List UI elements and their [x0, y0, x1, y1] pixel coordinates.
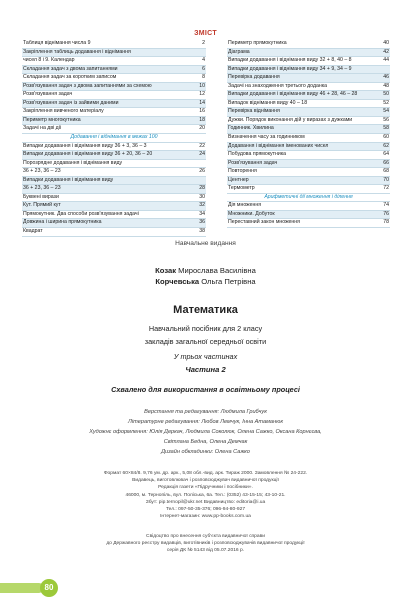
- toc-entry-page: 20: [199, 125, 205, 132]
- book-subtitle-1: Навчальний посібник для 2 класу: [148, 324, 263, 333]
- toc-entry-title: Складання задач з двома запитаннями: [23, 65, 118, 72]
- toc-entry-page: 52: [383, 99, 389, 106]
- certificate-block: [0, 533, 411, 555]
- author-1: [0, 266, 411, 275]
- toc-entry: [22, 57, 206, 66]
- toc-entry-title: Перевірка віднімання: [228, 108, 280, 115]
- publication-kind: Навчальне видання: [175, 240, 236, 247]
- toc-entry-page: 56: [383, 116, 389, 123]
- toc-entry-title: Кут. Прямий кут: [23, 202, 61, 209]
- book-title: Математика: [173, 304, 238, 316]
- toc-entry: [22, 194, 206, 203]
- credit-line: Світлана Бедна, Олена Демчак: [163, 439, 248, 445]
- toc-entry-title: Діаграма: [228, 48, 250, 55]
- toc-section-header: [22, 134, 206, 143]
- toc-entry-page: 4: [202, 57, 205, 64]
- toc-entry-title: Переставний закон множення: [228, 219, 300, 226]
- author-2-name: Ольга Петрівна: [199, 277, 256, 286]
- toc-entry-title: Випадки додавання і віднімання виду 32 + 8, 40 – 8: [228, 57, 352, 64]
- toc-entry-title: Випадки додавання і віднімання виду 46 + 28, 46 – 28: [228, 91, 358, 98]
- toc-entry-page: 6: [202, 65, 205, 72]
- toc-entry-title: Годинник. Хвилина: [228, 125, 274, 132]
- toc-entry: [22, 160, 206, 169]
- toc-entry-title: Випадки додавання і віднімання виду 34 + 9, 34 – 9: [228, 65, 352, 72]
- toc-entry: [22, 143, 206, 152]
- toc-entry: [227, 185, 390, 194]
- toc-entry: [227, 66, 390, 75]
- toc-entry-page: 10: [199, 82, 205, 89]
- toc-entry: [227, 91, 390, 100]
- toc-entry: [22, 211, 206, 220]
- toc-left-column: [22, 40, 206, 237]
- toc-entry-title: Випадок віднімання виду 40 – 18: [228, 99, 308, 106]
- toc-entry: [227, 125, 390, 134]
- toc-entry-page: 22: [199, 142, 205, 149]
- toc-entry-page: 66: [383, 159, 389, 166]
- toc-entry-page: 36: [199, 219, 205, 226]
- toc-entry: [22, 40, 206, 49]
- publisher-line: Тел.: 097-50-35-376; 096-94-80-927: [165, 507, 246, 513]
- toc-entry-page: 34: [199, 210, 205, 217]
- toc-entry: [22, 117, 206, 126]
- toc-entry-title: Центнер: [228, 176, 249, 183]
- toc-entry-page: 72: [383, 185, 389, 192]
- toc-entry-title: Множники. Добуток: [228, 210, 275, 217]
- toc-entry-title: Таблиця віднімання числа 9: [23, 40, 91, 46]
- toc-section-header: [227, 194, 390, 203]
- toc-entry-title: Повторення: [228, 168, 257, 175]
- toc-entry-title: 36 + 23, 36 – 23: [23, 185, 61, 192]
- author-1-surname: Козак: [155, 266, 177, 275]
- toc-entry: [22, 202, 206, 211]
- toc-entry-title: Закріплення вивченого матеріалу: [23, 108, 104, 115]
- toc-entry: [22, 74, 206, 83]
- toc-entry: [22, 219, 206, 228]
- toc-entry-title: Додавання і віднімання іменованих чисел: [228, 142, 329, 149]
- toc-entry-title: Арифметичні дії множення і ділення: [264, 193, 353, 200]
- publisher-block: [0, 470, 411, 520]
- toc-entry: [22, 83, 206, 92]
- toc-entry: [22, 151, 206, 160]
- toc-entry: [227, 117, 390, 126]
- toc-entry-page: 42: [383, 48, 389, 55]
- toc-entry-page: 70: [383, 176, 389, 183]
- toc-entry: [227, 83, 390, 92]
- toc-entry-page: 38: [199, 228, 205, 235]
- toc-entry: [22, 168, 206, 177]
- toc-entry-title: Периметр прямокутника: [228, 40, 287, 46]
- toc-entry-title: Термометр: [228, 185, 255, 192]
- toc-entry-page: 60: [383, 134, 389, 141]
- credit-line: Художнє оформлення: Юлія Деркач, Людмила Соколюк, Олена Сажко, Оксана Корнєєва,: [89, 429, 322, 435]
- toc-entry-page: 46: [383, 74, 389, 81]
- toc-entry-title: Випадки додавання і віднімання виду 36 + 3, 36 – 3: [23, 142, 147, 149]
- page-number: 80: [40, 579, 58, 597]
- toc-entry-title: чисел 8 і 9. Календар: [23, 57, 75, 64]
- toc-entry-page: 30: [199, 193, 205, 200]
- toc-entry: [22, 125, 206, 134]
- toc-entry-title: Периметр многокутника: [23, 116, 81, 123]
- toc-entry: [227, 202, 390, 211]
- toc-entry-page: 16: [199, 108, 205, 115]
- toc-entry: [22, 66, 206, 75]
- approval-note: Схвалено для використання в освітньому процесі: [111, 385, 300, 394]
- book-subtitle-2: закладів загальної середньої освіти: [144, 337, 267, 346]
- toc-entry-page: 68: [383, 168, 389, 175]
- toc-entry: [22, 49, 206, 58]
- toc-entry: [227, 57, 390, 66]
- toc-entry: [227, 108, 390, 117]
- toc-entry-title: Квадрат: [23, 228, 43, 235]
- credit-line: Верстання та редагування: Людмила Грибчук: [144, 409, 267, 415]
- toc-entry-title: Довжина і ширина прямокутника: [23, 219, 102, 226]
- toc-entry-title: Прямокутник. Два способи розв'язування задачі: [23, 210, 139, 217]
- credits-block: [0, 407, 411, 457]
- toc-entry-page: 62: [383, 142, 389, 149]
- toc-entry: [227, 168, 390, 177]
- toc-entry-page: 8: [202, 74, 205, 81]
- certificate-line: серія ДК № 5143 від 05.07.2016 р.: [166, 548, 245, 554]
- author-2-surname: Корчевська: [155, 277, 200, 286]
- toc-entry-title: Дужки. Порядок виконання дій у виразах з дужками: [228, 116, 353, 123]
- toc-entry: [227, 160, 390, 169]
- toc-entry-page: 24: [199, 151, 205, 158]
- toc-entry-page: 18: [199, 116, 205, 123]
- toc-entry-page: 78: [383, 219, 389, 226]
- toc-entry-title: Визначення часу за годинником: [228, 134, 305, 141]
- toc-entry: [227, 143, 390, 152]
- certificate-line: до Державного реєстру видавців, виготівників і розповсюджувачів видавничої продукції: [106, 541, 305, 547]
- toc-entry-page: 58: [383, 125, 389, 132]
- toc-title: ЗМІСТ: [194, 30, 217, 37]
- toc-entry: [227, 151, 390, 160]
- toc-entry: [227, 219, 390, 228]
- credit-line: Літературне редагування: Любов Лемчук, Інна Атаманюк: [128, 419, 283, 425]
- page-number-bar: [0, 583, 44, 593]
- toc-entry: [227, 100, 390, 109]
- publisher-line: Видавець, виготовлювач і розповсюджувач видавничої продукції: [132, 478, 279, 484]
- toc-entry-title: Випадки додавання і віднімання виду: [23, 176, 114, 183]
- publisher-line: Редакція газети «Підручники і посібники».: [158, 485, 253, 491]
- toc-right-column: [227, 40, 390, 228]
- toc-entry: [22, 177, 206, 186]
- toc-entry: [22, 185, 206, 194]
- publisher-line: Інтернет-магазин: www.pp-books.com.ua: [160, 514, 251, 520]
- toc-entry-page: 12: [199, 91, 205, 98]
- toc-entry: [22, 108, 206, 117]
- toc-entry-title: Додавання і віднімання в межах 100: [70, 134, 158, 141]
- toc-entry-title: Розв'язування задач: [23, 91, 73, 98]
- certificate-line: Свідоцтво про внесення суб'єкта видавничої справи: [146, 534, 265, 539]
- toc-entry-page: 76: [383, 210, 389, 217]
- toc-entry-title: Порозрядне додавання і віднімання виду: [23, 159, 123, 166]
- toc-entry-title: Розв'язування задач: [228, 159, 278, 166]
- toc-entry-page: 26: [199, 168, 205, 175]
- toc-entry-title: Побудова прямокутника: [228, 151, 287, 158]
- author-1-name: Мирослава Василівна: [176, 266, 256, 275]
- publisher-line: Формат 60×84/8. 9,76 ум. др. арк., 5,08 обл.-вид. арк. Тираж 2000. Замовлення № 24-222.: [103, 471, 308, 476]
- toc-entry: [22, 91, 206, 100]
- publisher-line: Збут: pip.ternopil@ukr.net Видавництво: editoria@i.ua: [145, 499, 266, 505]
- toc-entry: [22, 100, 206, 109]
- part-number: Частина 2: [185, 365, 226, 374]
- toc-entry-page: 44: [383, 57, 389, 64]
- toc-entry-title: Буквені вирази: [23, 193, 59, 200]
- toc-entry: [227, 40, 390, 49]
- toc-entry-title: Закріплення таблиць додавання і віднімання: [23, 48, 131, 55]
- toc-entry-page: 50: [383, 91, 389, 98]
- toc-entry-title: Розв'язування задач із зайвими даними: [23, 99, 119, 106]
- author-2: [0, 277, 411, 286]
- toc-entry: [227, 134, 390, 143]
- toc-entry-title: 36 + 23, 36 – 23: [23, 168, 61, 175]
- toc-entry-title: Розв'язування задач з двома запитаннями за схемою: [23, 82, 152, 89]
- toc-entry-page: 74: [383, 202, 389, 209]
- toc-entry-title: Дія множення: [228, 202, 262, 209]
- publisher-line: 46000, м. Тернопіль, вул. Поліська, 6а. Тел.: (0352) 43-15-15; 43-10-21.: [125, 492, 286, 498]
- toc-entry: [227, 177, 390, 186]
- toc-entry-page: 48: [383, 82, 389, 89]
- toc-entry-page: 54: [383, 108, 389, 115]
- toc-entry-page: 64: [383, 151, 389, 158]
- toc-entry-page: 14: [199, 99, 205, 106]
- toc-entry: [227, 211, 390, 220]
- toc-entry-page: 28: [199, 185, 205, 192]
- toc-entry-page: 32: [199, 202, 205, 209]
- parts-note: У трьох частинах: [173, 352, 238, 361]
- toc-entry-title: Складання задач за коротким записом: [23, 74, 117, 81]
- toc-entry-page: 2: [202, 40, 205, 46]
- toc-entry: [227, 74, 390, 83]
- toc-entry-title: Задачі на дві дії: [23, 125, 62, 132]
- toc-entry-title: Випадки додавання і віднімання виду 36 + 20, 36 – 20: [23, 151, 153, 158]
- toc-entry-page: 40: [383, 40, 389, 46]
- toc-entry: [227, 49, 390, 58]
- toc-entry: [22, 228, 206, 237]
- toc-entry-title: Задачі на знаходження третього доданка: [228, 82, 327, 89]
- toc-entry-title: Перевірка додавання: [228, 74, 280, 81]
- credit-line: Дизайн обкладинки: Олена Сажко: [161, 449, 250, 455]
